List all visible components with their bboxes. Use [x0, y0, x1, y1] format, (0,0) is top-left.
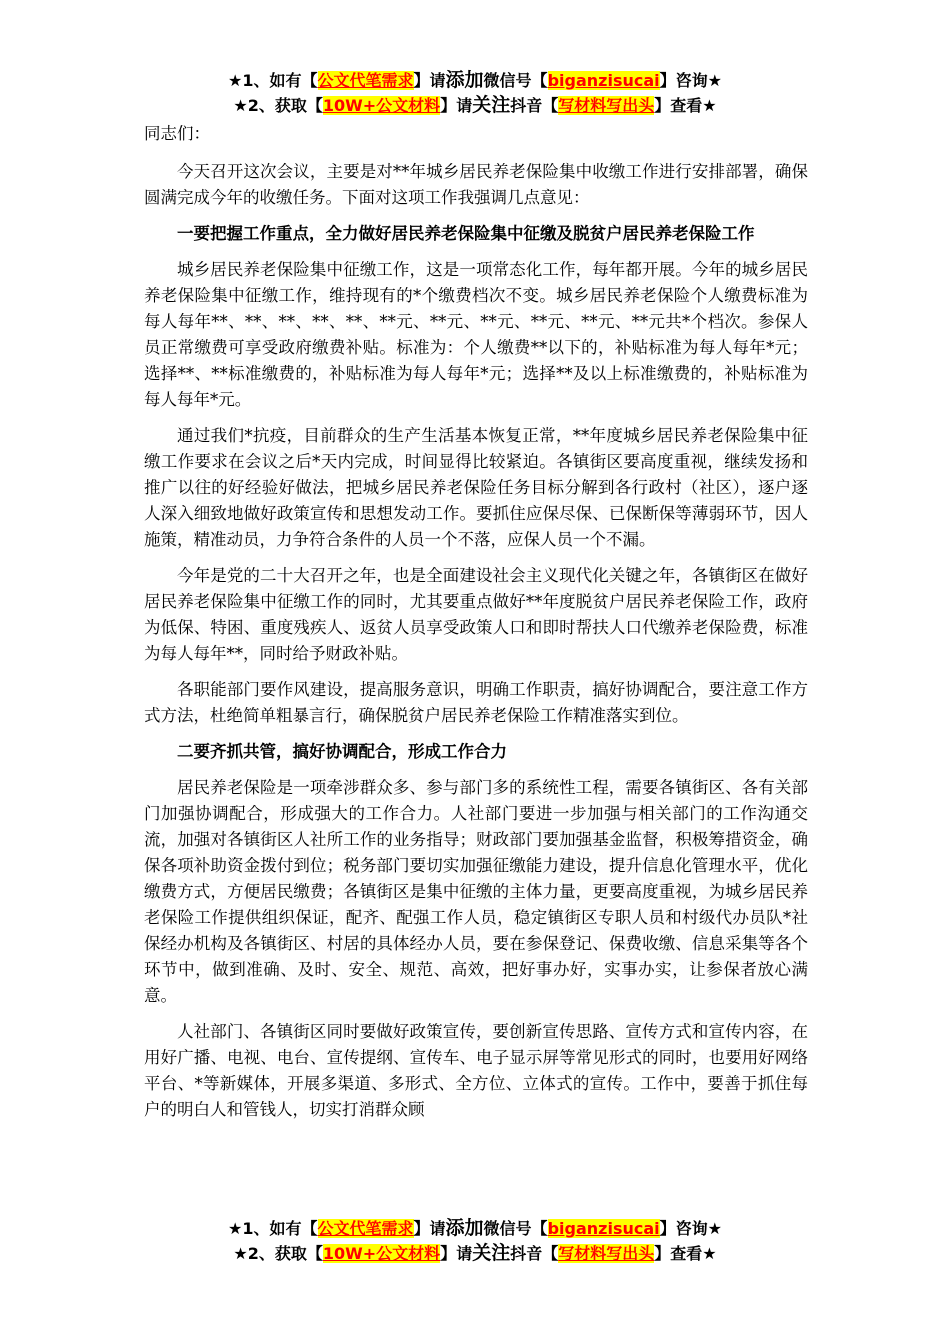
promo-line-2: ★2、获取【10W+公文材料】请关注抖音【写材料写出头】查看★: [233, 1242, 717, 1264]
paragraph: 城乡居民养老保险集中征缴工作，这是一项常态化工作，每年都开展。今年的城乡居民养老保险集中征缴工作，维持现有的*个缴费档次不变。城乡居民养老保险个人缴费标准为每人每年**、**、**、**、**、**元、**元、**元、**元、**元、**元共*个档次。参保人员正常缴费可享受政府缴费补贴。标准为：个人缴费**以下的，补贴标准为每人每年*元；选择**、**标准缴费的，补贴标准为每人每年*元；选择**及以上标准缴费的，补贴标准为每人每年*元。: [144, 260, 809, 409]
promo-highlight: 写材料写出头: [558, 96, 655, 115]
promo-highlight: 公文代笔需求: [317, 1219, 414, 1238]
promo-highlight: 写材料写出头: [558, 1244, 655, 1263]
promo-highlight: 10W+公文材料: [322, 1244, 441, 1263]
paragraph: 人社部门、各镇街区同时要做好政策宣传，要创新宣传思路、宣传方式和宣传内容，在用好广播、电视、电台、宣传提纲、宣传车、电子显示屏等常见形式的同时，也要用好网络平台、*等新媒体，开展多渠道、多形式、全方位、立体式的宣传。工作中，要善于抓住每户的明白人和管钱人，切实打消群众顾: [144, 1022, 808, 1119]
section-heading: 一要把握工作重点，全力做好居民养老保险集中征缴及脱贫户居民养老保险工作: [177, 224, 755, 243]
promo-banner-top: [0, 68, 950, 118]
salutation: 同志们：: [144, 124, 210, 143]
promo-highlight: 公文代笔需求: [317, 71, 414, 90]
paragraph: 居民养老保险是一项牵涉群众多、参与部门多的系统性工程，需要各镇街区、各有关部门加强协调配合，形成强大的工作合力。人社部门要进一步加强与相关部门的工作沟通交流，加强对各镇街区人社所工作的业务指导；财政部门要加强基金监督，积极筹措资金，确保各项补助资金拨付到位；税务部门要切实加强征缴能力建设，提升信息化管理水平，优化缴费方式，方便居民缴费；各镇街区是集中征缴的主体力量，更要高度重视，为城乡居民养老保险工作提供组织保证，配齐、配强工作人员，稳定镇街区专职人员和村级代办员队*社保经办机构及各镇街区、村居的具体经办人员，要在参保登记、保费收缴、信息采集等各个环节中，做到准确、及时、安全、规范、高效，把好事办好，实事办实，让参保者放心满意。: [144, 778, 808, 1005]
paragraph: 今年是党的二十大召开之年，也是全面建设社会主义现代化关键之年，各镇街区在做好居民养老保险集中征缴工作的同时，尤其要重点做好**年度脱贫户居民养老保险工作，政府为低保、特困、重度残疾人、返贫人员享受政策人口和即时帮扶人口代缴养老保险费，标准为每人每年**，同时给予财政补贴。: [144, 566, 808, 663]
promo-highlight: biganzisucai: [547, 71, 660, 90]
paragraph: 各职能部门要作风建设，提高服务意识，明确工作职责，搞好协调配合，要注意工作方式方法，杜绝简单粗暴言行，确保脱贫户居民养老保险工作精准落实到位。: [144, 680, 808, 725]
promo-highlight: biganzisucai: [547, 1219, 660, 1238]
paragraph: 通过我们*抗疫，目前群众的生产生活基本恢复正常，**年度城乡居民养老保险集中征缴工作要求在会议之后*天内完成，时间显得比较紧迫。各镇街区要高度重视，继续发扬和推广以往的好经验好做法，把城乡居民养老保险任务目标分解到各行政村（社区），逐户逐人深入细致地做好政策宣传和思想发动工作。要抓住应保尽保、已保断保等薄弱环节，因人施策，精准动员，力争符合条件的人员一个不落，应保人员一个不漏。: [144, 426, 808, 549]
paragraph: 今天召开这次会议，主要是对**年城乡居民养老保险集中收缴工作进行安排部署，确保圆满完成今年的收缴任务。下面对这项工作我强调几点意见：: [144, 162, 808, 207]
promo-highlight: 10W+公文材料: [322, 96, 441, 115]
document-body: [144, 121, 808, 1133]
section-heading: 二要齐抓共管，搞好协调配合，形成工作合力: [177, 742, 507, 761]
promo-banner-bottom: [0, 1216, 950, 1266]
promo-line-1: ★1、如有【公文代笔需求】请添加微信号【biganzisucai】咨询★: [228, 69, 722, 91]
promo-line-2: ★2、获取【10W+公文材料】请关注抖音【写材料写出头】查看★: [233, 94, 717, 116]
promo-line-1: ★1、如有【公文代笔需求】请添加微信号【biganzisucai】咨询★: [228, 1217, 722, 1239]
